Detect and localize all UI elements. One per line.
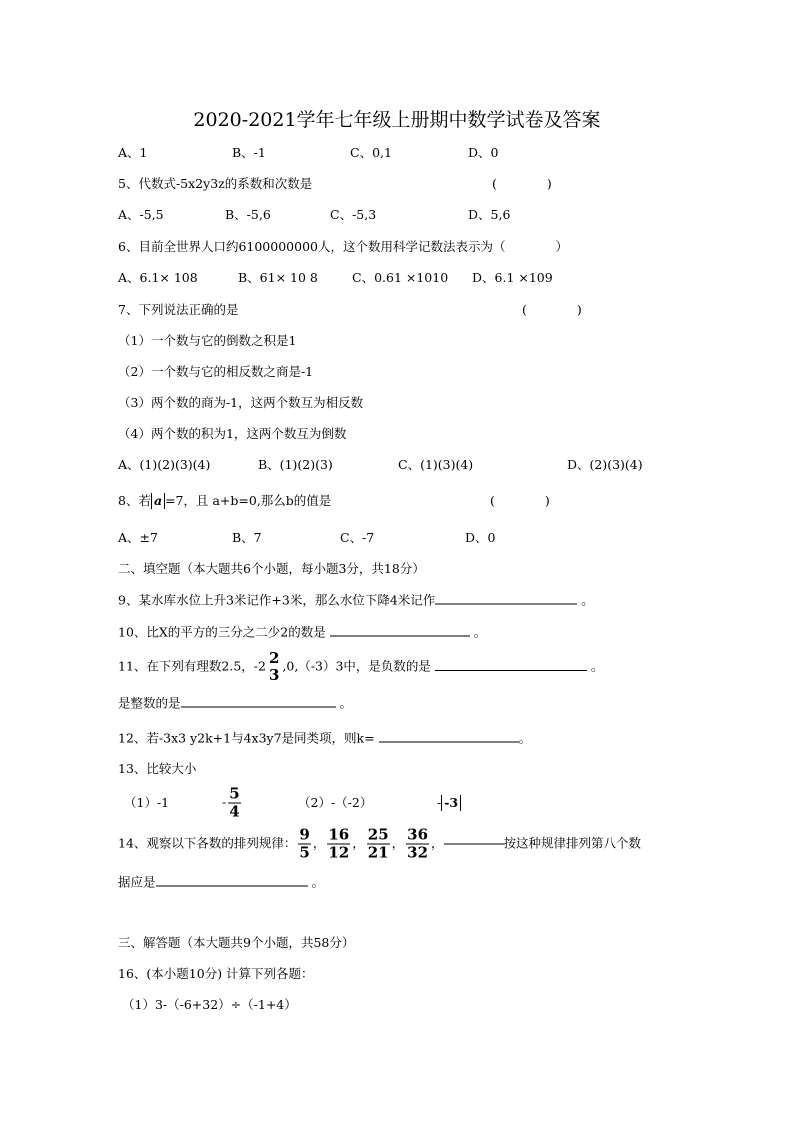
q8-abs-a: a bbox=[151, 493, 165, 509]
q11-line2 bbox=[118, 695, 352, 712]
q13-part2: （2）-（-2） bbox=[298, 795, 373, 810]
q16-item-1: （1）3-（-6+32）÷（-1+4） bbox=[122, 997, 297, 1012]
q9-end: 。 bbox=[581, 592, 594, 608]
section-3-heading: 三、解答题（本大题共9个小题，共58分） bbox=[118, 935, 355, 950]
q11-integer-text: 是整数的是 bbox=[118, 695, 181, 711]
q14-line2 bbox=[118, 874, 324, 891]
q10-end: 。 bbox=[473, 624, 487, 640]
q7-answer-paren: ( ) bbox=[522, 302, 582, 317]
q13-fraction bbox=[228, 786, 240, 821]
q16-text: 16、(本小题10分) 计算下列各题： bbox=[118, 966, 314, 981]
q12-end: 。 bbox=[518, 730, 532, 746]
section-2-heading: 二、填空题（本大题共6个小题，每小题3分，共18分） bbox=[118, 561, 425, 576]
q13-text: 13、比较大小 bbox=[118, 761, 197, 776]
q13-part1: （1）-1 bbox=[124, 795, 170, 810]
q14-fraction-1 bbox=[298, 827, 310, 862]
q13-minus: - bbox=[222, 794, 227, 810]
q6-option-d: D、6.1 ×109 bbox=[472, 270, 553, 285]
q10-line bbox=[118, 624, 486, 641]
q12-text: 12、若-3x3 y2k+1与4x3y7是同类项，则k= bbox=[118, 730, 375, 746]
q5-option-c: C、-5,3 bbox=[330, 207, 377, 222]
q12-line bbox=[118, 730, 531, 747]
q11-frac-den: 3 bbox=[268, 666, 280, 684]
q13-abs-expr bbox=[437, 795, 461, 811]
q6-text: 6、目前全世界人口约6100000000人，这个数用科学记数法表示为（ ） bbox=[118, 239, 568, 254]
q7-option-a: A、(1)(2)(3)(4) bbox=[118, 457, 211, 472]
q9-answer-blank[interactable] bbox=[435, 592, 577, 605]
sep: ， bbox=[312, 835, 326, 851]
q13-fraction-expr bbox=[222, 786, 243, 821]
q14-dash bbox=[444, 844, 504, 845]
q11-end2: 。 bbox=[339, 695, 353, 711]
q4-option-b: B、-1 bbox=[232, 145, 266, 160]
q4-option-a: A、1 bbox=[118, 145, 148, 160]
q5-option-d: D、5,6 bbox=[468, 207, 511, 222]
q11-end: 。 bbox=[590, 658, 604, 674]
q14-fraction-3 bbox=[367, 827, 390, 862]
q13-abs-value: -3 bbox=[441, 795, 461, 811]
q13-frac-den: 4 bbox=[229, 802, 240, 821]
q8-option-b: B、7 bbox=[232, 530, 262, 545]
q5-option-a: A、-5,5 bbox=[118, 207, 164, 222]
q14-text: 14、观察以下各数的排列规律： bbox=[118, 835, 297, 851]
q11-integer-blank[interactable] bbox=[181, 695, 336, 708]
frac-den: 32 bbox=[407, 843, 429, 862]
q6-option-c: C、0.61 ×1010 bbox=[352, 270, 449, 285]
sep: ， bbox=[352, 835, 365, 851]
q14-post: 按这种规律排列第八个数 bbox=[503, 835, 642, 851]
q7-item-3: （3）两个数的商为-1，这两个数互为相反数 bbox=[118, 395, 364, 410]
q7-item-2: （2）一个数与它的相反数之商是-1 bbox=[118, 364, 314, 379]
q5-option-b: B、-5,6 bbox=[225, 207, 271, 222]
q6-option-b: B、61× 10 8 bbox=[238, 270, 318, 285]
frac-den: 21 bbox=[367, 843, 389, 862]
q8-post: =7，且 a+b=0,那么b的值是 bbox=[165, 493, 332, 508]
q14-fraction-4 bbox=[406, 827, 429, 862]
frac-num: 16 bbox=[328, 825, 350, 844]
q14-answer-blank[interactable] bbox=[156, 874, 308, 887]
q14-end: 。 bbox=[311, 874, 325, 890]
q4-option-d: D、0 bbox=[468, 145, 499, 160]
frac-num: 9 bbox=[299, 825, 310, 844]
q6-option-a: A、6.1× 108 bbox=[118, 270, 198, 285]
q10-text: 10、比X的平方的三分之二少2的数是 bbox=[118, 624, 326, 640]
q10-answer-blank[interactable] bbox=[330, 624, 470, 637]
q5-answer-paren: ( ) bbox=[492, 176, 552, 191]
q11-frac-num: 2 bbox=[268, 649, 280, 667]
q12-answer-blank[interactable] bbox=[379, 730, 519, 743]
frac-num: 36 bbox=[407, 825, 429, 844]
q14-line bbox=[118, 827, 641, 862]
frac-num: 25 bbox=[367, 825, 389, 844]
q4-option-c: C、0,1 bbox=[350, 145, 392, 160]
q7-item-4: （4）两个数的积为1，这两个数互为倒数 bbox=[118, 426, 347, 441]
q8-answer-paren: ( ) bbox=[490, 493, 550, 508]
q5-text: 5、代数式-5x2y3z的系数和次数是 bbox=[118, 176, 313, 191]
sep: ， bbox=[391, 835, 405, 851]
q14-fraction-2 bbox=[327, 827, 350, 862]
q7-item-1: （1）一个数与它的倒数之积是1 bbox=[118, 333, 297, 348]
q7-text: 7、下列说法正确的是 bbox=[118, 302, 239, 317]
q13-frac-num: 5 bbox=[229, 784, 240, 803]
page-title: 2020-2021学年七年级上册期中数学试卷及答案 bbox=[193, 109, 601, 131]
q8-option-c: C、-7 bbox=[340, 530, 375, 545]
q9-line bbox=[118, 592, 594, 609]
q9-text: 9、某水库水位上升3米记作+3米，那么水位下降4米记作 bbox=[118, 592, 436, 608]
frac-den: 12 bbox=[328, 843, 350, 862]
q11-post: ,0,（-3）3中，是负数的是 bbox=[282, 658, 431, 674]
q11-pre: 11、在下列有理数2.5，-2 bbox=[118, 658, 266, 674]
q8-option-a: A、±7 bbox=[118, 530, 158, 545]
q7-option-c: C、(1)(3)(4) bbox=[398, 457, 474, 472]
q7-option-d: D、(2)(3)(4) bbox=[567, 457, 643, 472]
q14-line2-text: 据应是 bbox=[118, 874, 156, 890]
q8-option-d: D、0 bbox=[465, 530, 496, 545]
sep: ， bbox=[431, 835, 444, 851]
q11-fraction bbox=[268, 650, 280, 684]
q8-pre: 8、若 bbox=[118, 493, 151, 508]
q11-line bbox=[118, 650, 603, 684]
q11-negative-blank[interactable] bbox=[435, 658, 587, 671]
q8-text bbox=[118, 493, 331, 509]
frac-den: 5 bbox=[299, 843, 310, 862]
q13-abs-minus: - bbox=[437, 795, 442, 810]
q7-option-b: B、(1)(2)(3) bbox=[258, 457, 333, 472]
